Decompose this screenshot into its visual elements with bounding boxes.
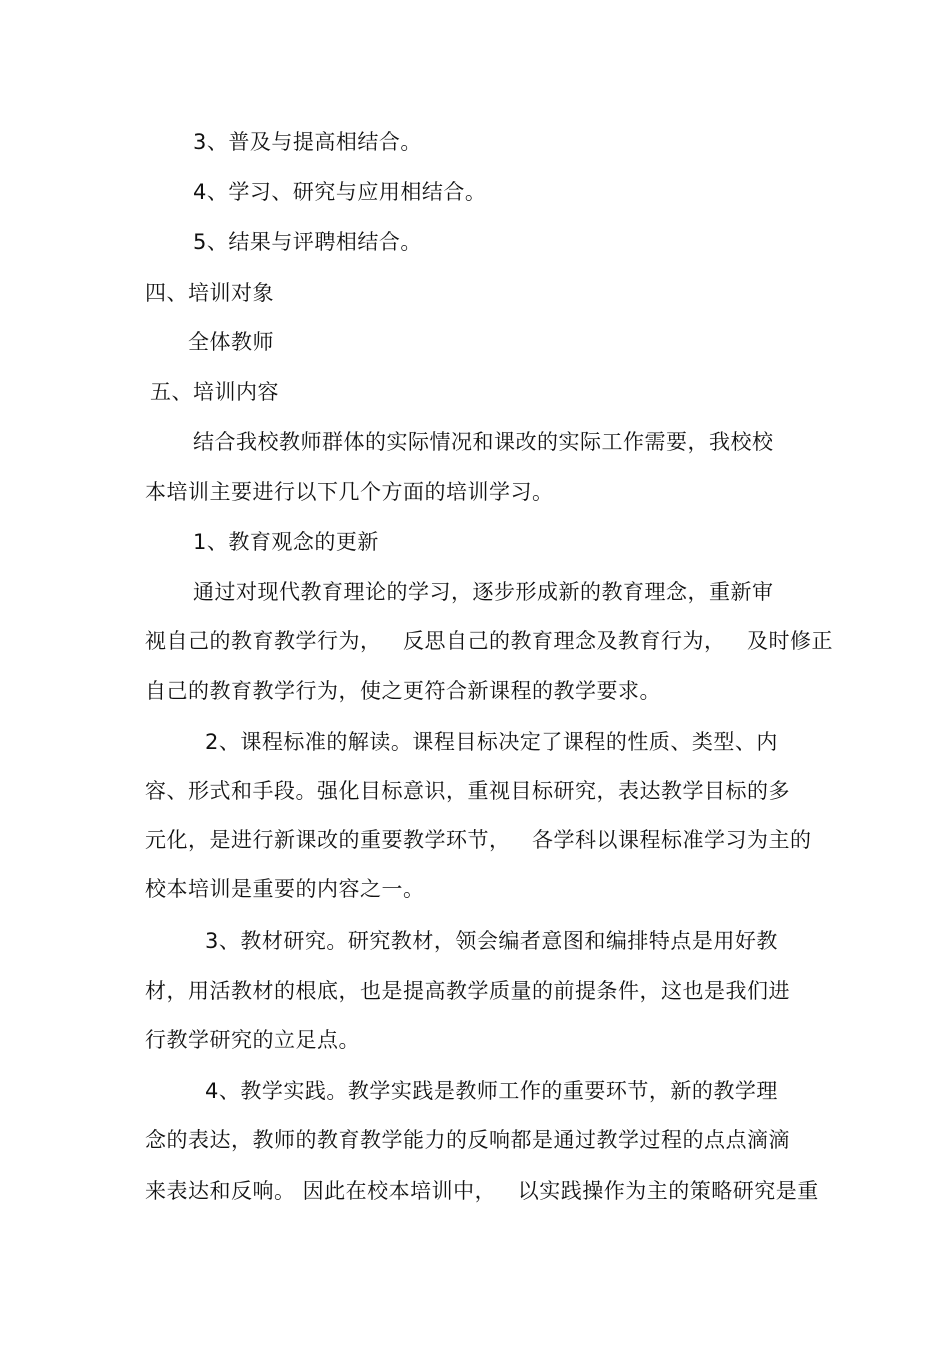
subsection-2-line: 校本培训是重要的内容之一。	[145, 877, 425, 901]
section-5-intro-line: 本培训主要进行以下几个方面的培训学习。	[145, 480, 554, 504]
subsection-4-line: 念的表达，教师的教育教学能力的反响都是通过教学过程的点点滴滴	[145, 1128, 790, 1152]
section-4-body: 全体教师	[188, 330, 274, 354]
principle-item-5: 5、结果与评聘相结合。	[193, 230, 422, 254]
principle-item-4: 4、学习、研究与应用相结合。	[193, 180, 487, 204]
subsection-1-title: 1、教育观念的更新	[193, 530, 379, 554]
subsection-1-line: 视自己的教育教学行为， 反思自己的教育理念及教育行为， 及时修正	[145, 629, 834, 653]
subsection-2-line: 容、形式和手段。强化目标意识，重视目标研究，表达教学目标的多	[145, 779, 790, 803]
subsection-4-line: 4、教学实践。教学实践是教师工作的重要环节，新的教学理	[205, 1079, 778, 1103]
section-5-intro-line: 结合我校教师群体的实际情况和课改的实际工作需要，我校校	[193, 430, 774, 454]
section-4-heading: 四、培训对象	[145, 281, 274, 305]
subsection-2-line: 元化，是进行新课改的重要教学环节， 各学科以课程标准学习为主的	[145, 828, 812, 852]
section-5-heading: 五、培训内容	[150, 380, 279, 404]
subsection-1-line: 自己的教育教学行为，使之更符合新课程的教学要求。	[145, 679, 661, 703]
subsection-3-line: 3、教材研究。研究教材，领会编者意图和编排特点是用好教	[205, 929, 778, 953]
subsection-4-line: 来表达和反响。 因此在校本培训中， 以实践操作为主的策略研究是重	[145, 1179, 819, 1203]
subsection-1-line: 通过对现代教育理论的学习，逐步形成新的教育理念，重新审	[193, 580, 774, 604]
subsection-3-line: 行教学研究的立足点。	[145, 1028, 360, 1052]
subsection-2-line: 2、课程标准的解读。课程目标决定了课程的性质、类型、内	[205, 730, 778, 754]
principle-item-3: 3、普及与提高相结合。	[193, 130, 422, 154]
subsection-3-line: 材，用活教材的根底，也是提高教学质量的前提条件，这也是我们进	[145, 979, 790, 1003]
